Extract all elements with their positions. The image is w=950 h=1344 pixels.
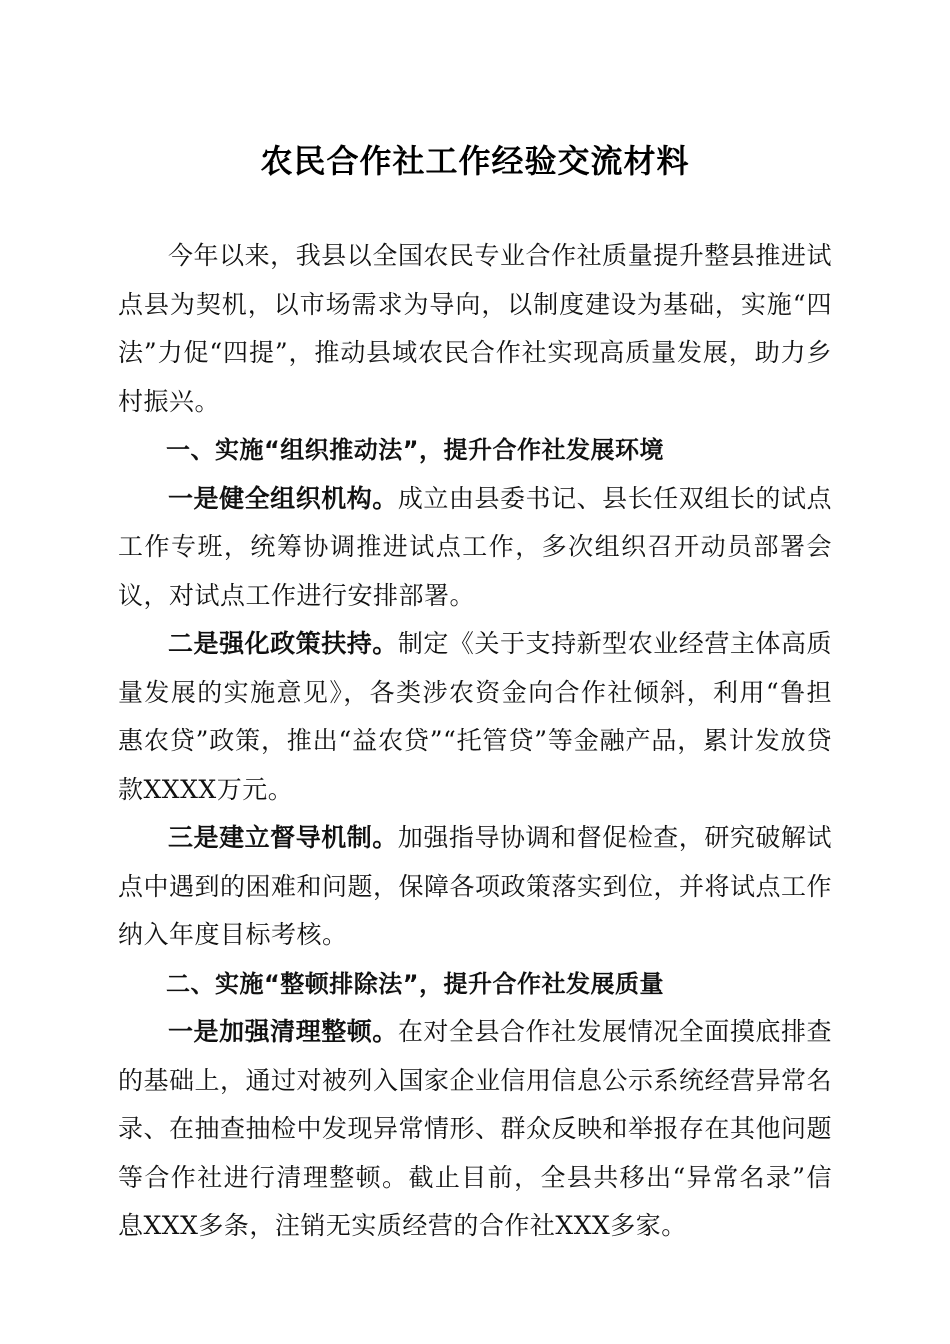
section-1-item-3 <box>118 814 832 960</box>
intro-paragraph: 今年以来，我县以全国农民专业合作社质量提升整县推进试点县为契机，以市场需求为导向，以制度建设为基础，实施“四法”力促“四提”，推动县域农民合作社实现高质量发展，助力乡村振兴。 <box>118 241 832 416</box>
item-lead: 二是强化政策扶持。 <box>168 629 398 658</box>
item-lead: 三是建立督导机制。 <box>168 823 398 852</box>
document-title: 农民合作社工作经验交流材料 <box>260 142 690 180</box>
item-lead: 一是健全组织机构。 <box>168 483 398 513</box>
item-text: 加强指导协调和督促检查，研究破解试点中遇到的困难和问题，保障各项政策落实到位，并将试点工作纳入年度目标考核。 <box>118 823 833 949</box>
section-2-item-1 <box>118 1008 832 1251</box>
item-text: 制定《关于支持新型农业经营主体高质量发展的实施意见》，各类涉农资金向合作社倾斜，利用“鲁担惠农贷”政策，推出“益农贷”“托管贷”等金融产品，累计发放贷款XXXX万元。 <box>118 629 832 804</box>
section-heading-2: 二、实施“整顿排除法”，提升合作社发展质量 <box>166 969 665 998</box>
section-1-item-2 <box>118 620 832 814</box>
item-text: 成立由县委书记、县长任双组长的试点工作专班，统筹协调推进试点工作，多次组织召开动员部署会议，对试点工作进行安排部署。 <box>118 483 832 610</box>
item-text: 在对全县合作社发展情况全面摸底排查的基础上，通过对被列入国家企业信用信息公示系统经营异常名录、在抽查抽检中发现异常情形、群众反映和举报存在其他问题等合作社进行清理整顿。截止目前，全县共移出“异常名录”信息XXX多条，注销无实质经营的合作社XXX多家。 <box>118 1017 833 1240</box>
item-lead: 一是加强清理整顿。 <box>168 1017 398 1046</box>
section-1-item-1 <box>118 475 832 621</box>
document-body <box>118 232 832 1251</box>
section-heading-1: 一、实施“组织推动法”，提升合作社发展环境 <box>166 436 665 464</box>
